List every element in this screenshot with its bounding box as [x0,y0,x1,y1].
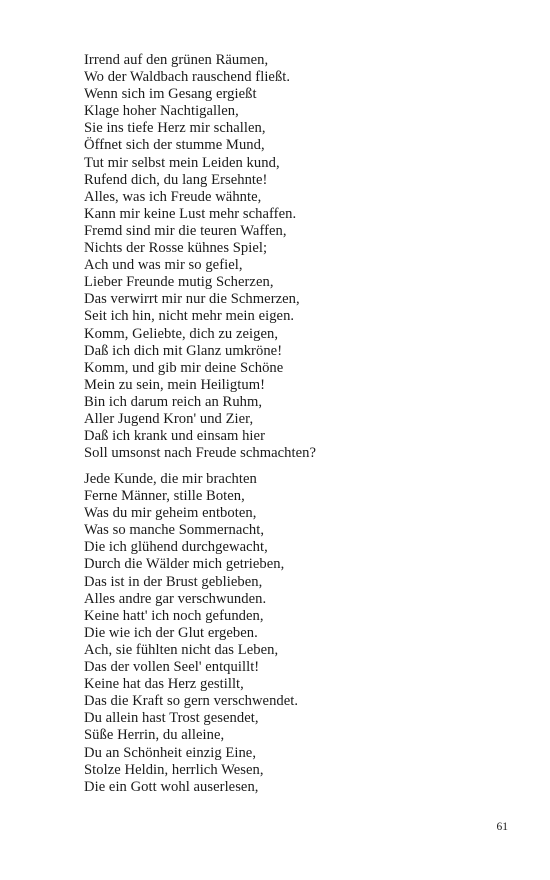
poem-line: Irrend auf den grünen Räumen, [84,52,269,68]
poem-line: Alles, was ich Freude wähnte, [84,188,262,205]
poem-line: Du allein hast Trost gesendet, [84,710,259,727]
poem-line: Daß ich krank und einsam hier [84,428,265,445]
poem-line: Alles andre gar verschwunden. [84,590,267,607]
poem-line: Was so manche Sommernacht, [84,522,265,539]
poem-line: Öffnet sich der stumme Mund, [84,137,265,154]
poem-line: Bin ich darum reich an Ruhm, [84,393,263,410]
poem-line: Durch die Wälder mich getrieben, [84,556,285,573]
poem-line: Was du mir geheim entboten, [84,505,257,522]
poem-line: Seit ich hin, nicht mehr mein eigen. [84,308,295,325]
poem-line: Komm, und gib mir deine Schöne [84,359,284,376]
poem-line: Wo der Waldbach rauschend fließt. [84,69,291,86]
poem-line: Rufend dich, du lang Ersehnte! [84,171,268,188]
poem-line: Ach, sie fühlten nicht das Leben, [84,641,279,658]
poem-line: Die ein Gott wohl auserlesen, [84,778,259,795]
poem-stanza-1 [84,52,504,462]
poem-line: Das verwirrt mir nur die Schmerzen, [84,291,300,308]
poem-line: Keine hatt' ich noch gefunden, [84,607,264,624]
poem-line: Das der vollen Seel' entquillt! [84,659,260,676]
poem-line: Die ich glühend durchgewacht, [84,539,268,556]
poem-line: Daß ich dich mit Glanz umkröne! [84,342,283,359]
poem-line: Klage hoher Nachtigallen, [84,103,239,120]
poem-line: Sie ins tiefe Herz mir schallen, [84,120,266,137]
poem-line: Mein zu sein, mein Heiligtum! [84,376,265,393]
poem-line: Süße Herrin, du alleine, [84,727,225,744]
poem-line: Ach und was mir so gefiel, [84,257,243,274]
poem-line: Nichts der Rosse kühnes Spiel; [84,240,268,257]
poem-line: Lieber Freunde mutig Scherzen, [84,274,274,291]
poem-line: Du an Schönheit einzig Eine, [84,744,257,761]
poem-line: Wenn sich im Gesang ergießt [84,86,257,103]
poem-line: Die wie ich der Glut ergeben. [84,624,258,641]
poem-line: Das die Kraft so gern verschwendet. [84,693,299,710]
poem-line: Soll umsonst nach Freude schmachten? [84,445,317,462]
poem-line: Aller Jugend Kron' und Zier, [84,410,254,427]
poem-line: Tut mir selbst mein Leiden kund, [84,154,280,171]
poem-line: Keine hat das Herz gestillt, [84,676,244,693]
poem-line: Komm, Geliebte, dich zu zeigen, [84,325,279,342]
poem-line: Fremd sind mir die teuren Waffen, [84,222,287,239]
poem-line: Das ist in der Brust geblieben, [84,573,263,590]
poem-line: Jede Kunde, die mir brachten [84,471,257,487]
page-number: 61 [496,821,508,833]
poem-stanza-2 [84,471,504,796]
poem-line: Ferne Männer, stille Boten, [84,488,245,505]
poem-line: Stolze Heldin, herrlich Wesen, [84,761,264,778]
poem-line: Kann mir keine Lust mehr schaffen. [84,205,297,222]
